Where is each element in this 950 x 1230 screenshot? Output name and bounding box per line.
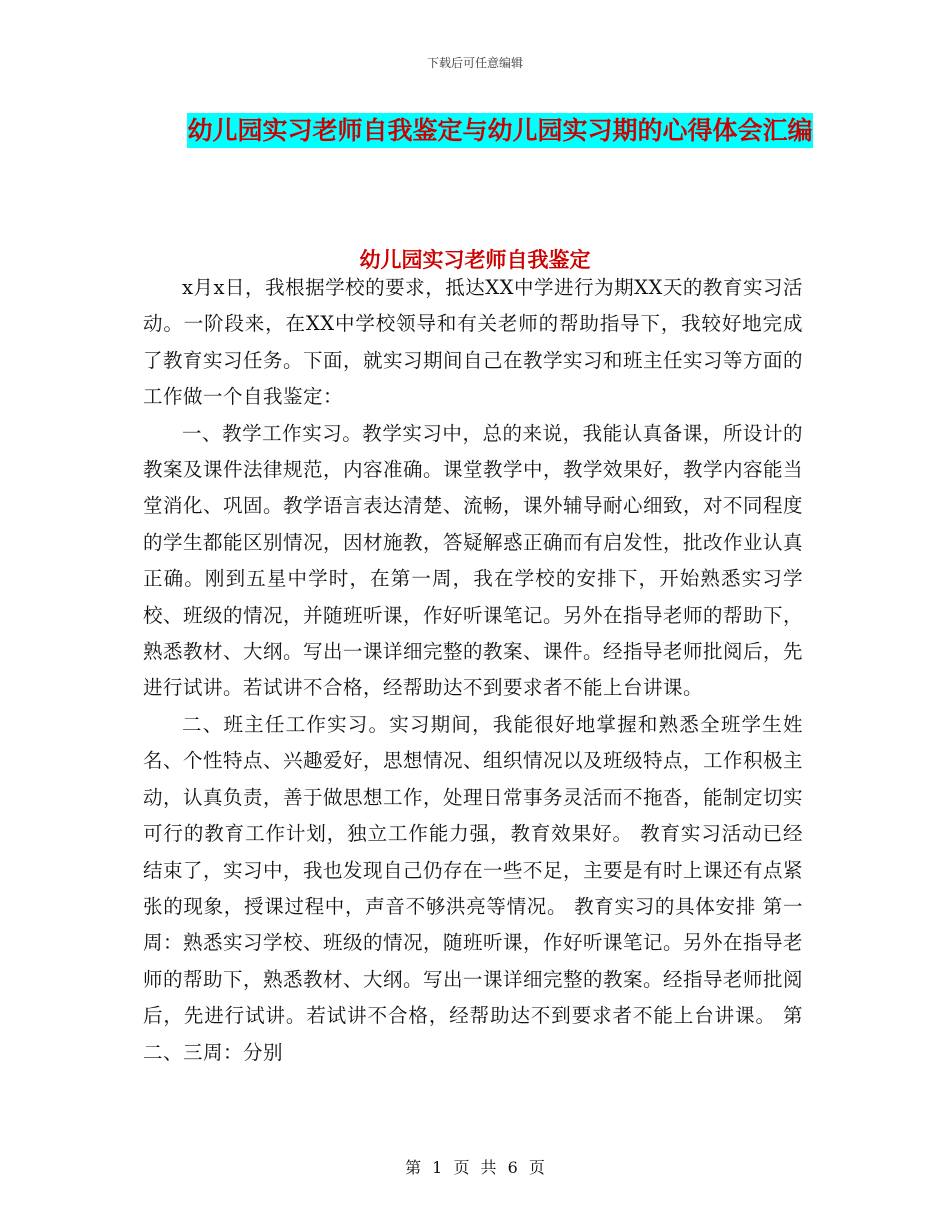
document-title-text: 幼儿园实习老师自我鉴定与幼儿园实习期的心得体会汇编 bbox=[187, 113, 812, 148]
page-footer: 第 1 页 共 6 页 bbox=[405, 1158, 545, 1177]
paragraph-class-teacher: 二、班主任工作实习。实习期间，我能很好地掌握和熟悉全班学生姓名、个性特点、兴趣爱好，思想情况、组织情况以及班级特点，工作积极主动，认真负责，善于做思想工作，处理日常事务灵活而不拖沓，能制定切实可行的教育工作计划，独立工作能力强，教育效果好。 教育实习活动已经结束了，实习中，我也发现自己仍存在一些不足，主要是有时上课还有点紧张的现象，授课过程中，声音不够洪亮等情况。 教育实习的具体安排 第一周：熟悉实习学校、班级的情况，随班听课，作好听课笔记。另外在指导老师的帮助下，熟悉教材、大纲。写出一课详细完整的教案。经指导老师批阅后，先进行试讲。若试讲不合格，经帮助达不到要求者不能上台讲课。 第二、三周：分别 bbox=[143, 712, 804, 1064]
paragraph-intro: x月x日，我根据学校的要求，抵达XX中学进行为期XX天的教育实习活动。一阶段来，在XX中学校领导和有关老师的帮助指导下，我较好地完成了教育实习任务。下面，就实习期间自己在教学实习和班主任实习等方面的工作做一个自我鉴定： bbox=[143, 276, 804, 409]
header-note: 下载后可任意编辑 bbox=[426, 56, 523, 70]
document-title bbox=[160, 108, 840, 154]
paragraph-teaching: 一、教学工作实习。教学实习中，总的来说，我能认真备课，所设计的教案及课件法律规范，内容准确。课堂教学中，教学效果好，教学内容能当堂消化、巩固。教学语言表达清楚、流畅，课外辅导耐心细致，对不同程度的学生都能区别情况，因材施教，答疑解惑正确而有启发性，批改作业认真正确。刚到五星中学时，在第一周，我在学校的安排下，开始熟悉实习学校、班级的情况，并随班听课，作好听课笔记。另外在指导老师的帮助下，熟悉教材、大纲。写出一课详细完整的教案、课件。经指导老师批阅后，先进行试讲。若试讲不合格，经帮助达不到要求者不能上台讲课。 bbox=[143, 421, 804, 700]
document-body bbox=[143, 270, 803, 1071]
section-title: 幼儿园实习老师自我鉴定 bbox=[359, 248, 591, 272]
